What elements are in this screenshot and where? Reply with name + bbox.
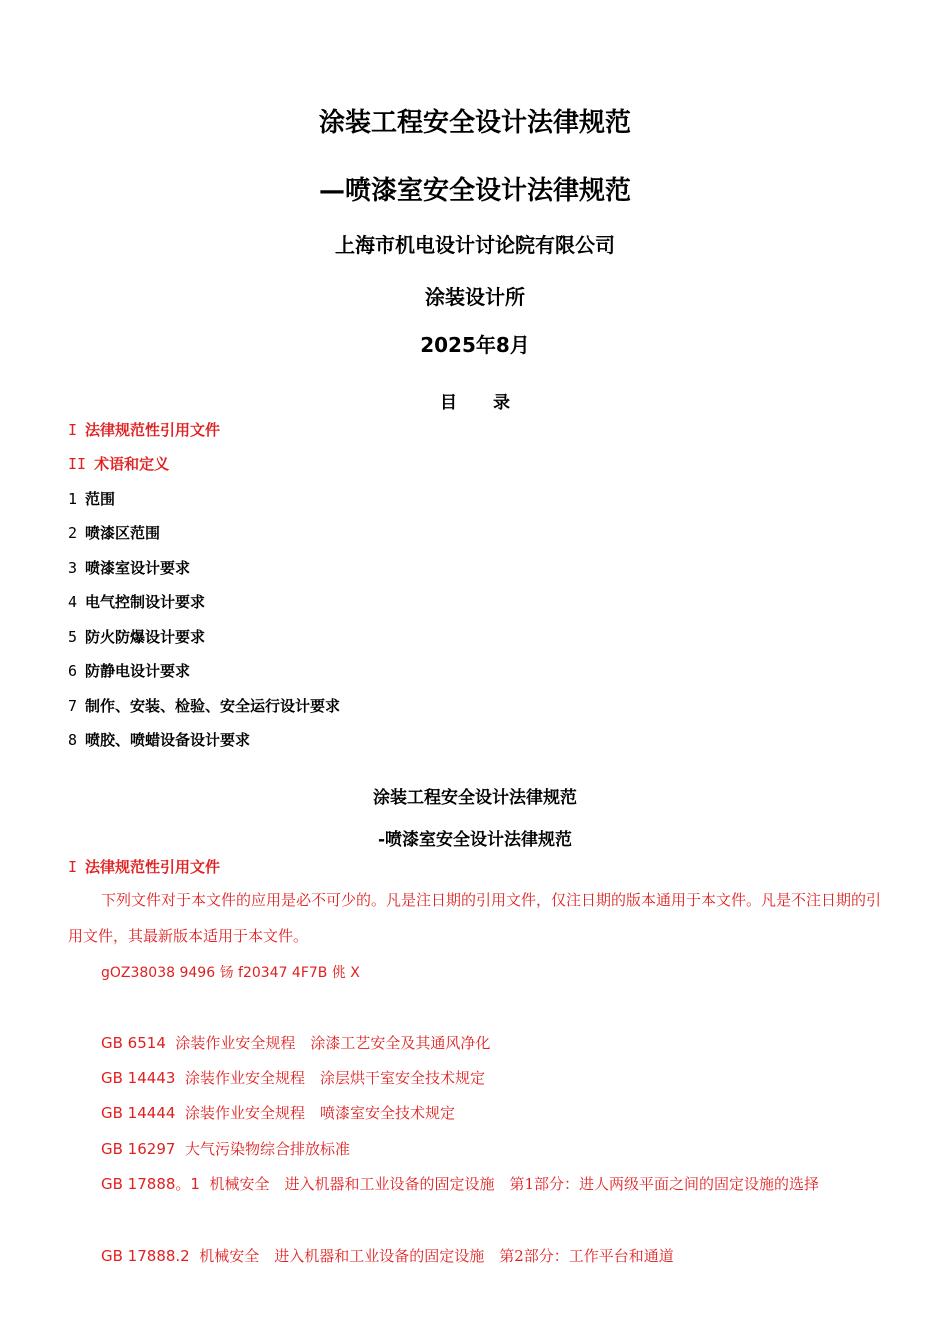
toc-heading-left: 目 (440, 393, 457, 413)
toc-item-label: 范围 (85, 490, 116, 508)
toc-item (68, 591, 205, 612)
toc-item (68, 453, 169, 474)
section-heading (68, 856, 220, 877)
intro-paragraph: 下列文件对于本文件的应用是必不可少的。凡是注日期的引用文件，仅注日期的版本通用于本文件。凡是不注日期的引用文件，其最新版本适用于本文件。 (68, 891, 882, 945)
toc-item-label: 术语和定义 (94, 455, 170, 473)
reference-title: 涂装作业安全规程 涂层烘干室安全技术规定 (184, 1069, 485, 1087)
reference-code: GB 17888。1 (101, 1175, 200, 1193)
toc-item (68, 695, 340, 716)
toc-item-label: 防火防爆设计要求 (85, 628, 206, 646)
reference-item (68, 1131, 883, 1167)
toc-item-number: 7 (68, 697, 78, 715)
cover-title: 涂装工程安全设计法律规范 (318, 108, 631, 138)
cover-date: 2025年8月 (420, 333, 530, 357)
reference-code: GB 6514 (101, 1034, 166, 1052)
toc-item-number: 1 (68, 490, 78, 508)
reference-code: GB 14443 (101, 1069, 176, 1087)
toc-item (68, 419, 220, 440)
toc-item (68, 660, 190, 681)
toc-item-number: 8 (68, 731, 78, 749)
toc-item-number: 5 (68, 628, 78, 646)
reference-item (68, 1238, 883, 1274)
reference-title: 机械安全 进入机器和工业设备的固定设施 第1部分：进人两级平面之间的固定设施的选择 (209, 1175, 820, 1193)
toc-item (68, 729, 250, 750)
reference-item (68, 1060, 883, 1096)
toc-item-number: II (68, 455, 87, 473)
toc-item-label: 制作、安装、检验、安全运行设计要求 (85, 697, 341, 715)
reference-item (68, 1095, 883, 1131)
toc-item-label: 电气控制设计要求 (85, 593, 206, 611)
toc-heading-right: 录 (493, 393, 510, 413)
section-heading-text: 法律规范性引用文件 (85, 858, 221, 876)
toc-item-number: I (68, 421, 78, 439)
body-title: 涂装工程安全设计法律规范 (373, 788, 577, 808)
toc-item-number: 3 (68, 559, 78, 577)
toc-item (68, 626, 205, 647)
reference-title: 大气污染物综合排放标准 (184, 1140, 350, 1158)
toc-item-label: 法律规范性引用文件 (85, 421, 221, 439)
toc-item-number: 6 (68, 662, 78, 680)
toc-item (68, 522, 160, 543)
toc-item-label: 喷漆室设计要求 (85, 559, 191, 577)
reference-code: GB 16297 (101, 1140, 176, 1158)
toc-item (68, 557, 190, 578)
body-subtitle: -喷漆室安全设计法律规范 (377, 830, 573, 850)
reference-item (68, 1166, 883, 1202)
reference-code: GB 17888.2 (101, 1247, 190, 1265)
toc-item-number: 2 (68, 524, 78, 542)
toc-item-label: 防静电设计要求 (85, 662, 191, 680)
toc-item-number: 4 (68, 593, 78, 611)
reference-item (68, 1025, 883, 1061)
reference-title: 涂装作业安全规程 涂漆工艺安全及其通风净化 (175, 1034, 491, 1052)
toc-item-label: 喷胶、喷蜡设备设计要求 (85, 731, 251, 749)
reference-title: 涂装作业安全规程 喷漆室安全技术规定 (184, 1104, 455, 1122)
reference-title: 机械安全 进入机器和工业设备的固定设施 第2部分：工作平台和通道 (199, 1247, 674, 1265)
toc-heading (0, 388, 950, 413)
cover-company: 上海市机电设计讨论院有限公司 (335, 233, 615, 257)
cover-department: 涂装设计所 (425, 285, 525, 309)
cover-subtitle: —喷漆室安全设计法律规范 (318, 176, 631, 206)
toc-item-label: 喷漆区范围 (85, 524, 161, 542)
reference-code: GB 14444 (101, 1104, 176, 1122)
section-number: I (68, 858, 78, 876)
garbled-line: gOZ38038 9496 钖 f20347 4F7B 佻 X (101, 965, 360, 981)
toc-item (68, 488, 115, 509)
